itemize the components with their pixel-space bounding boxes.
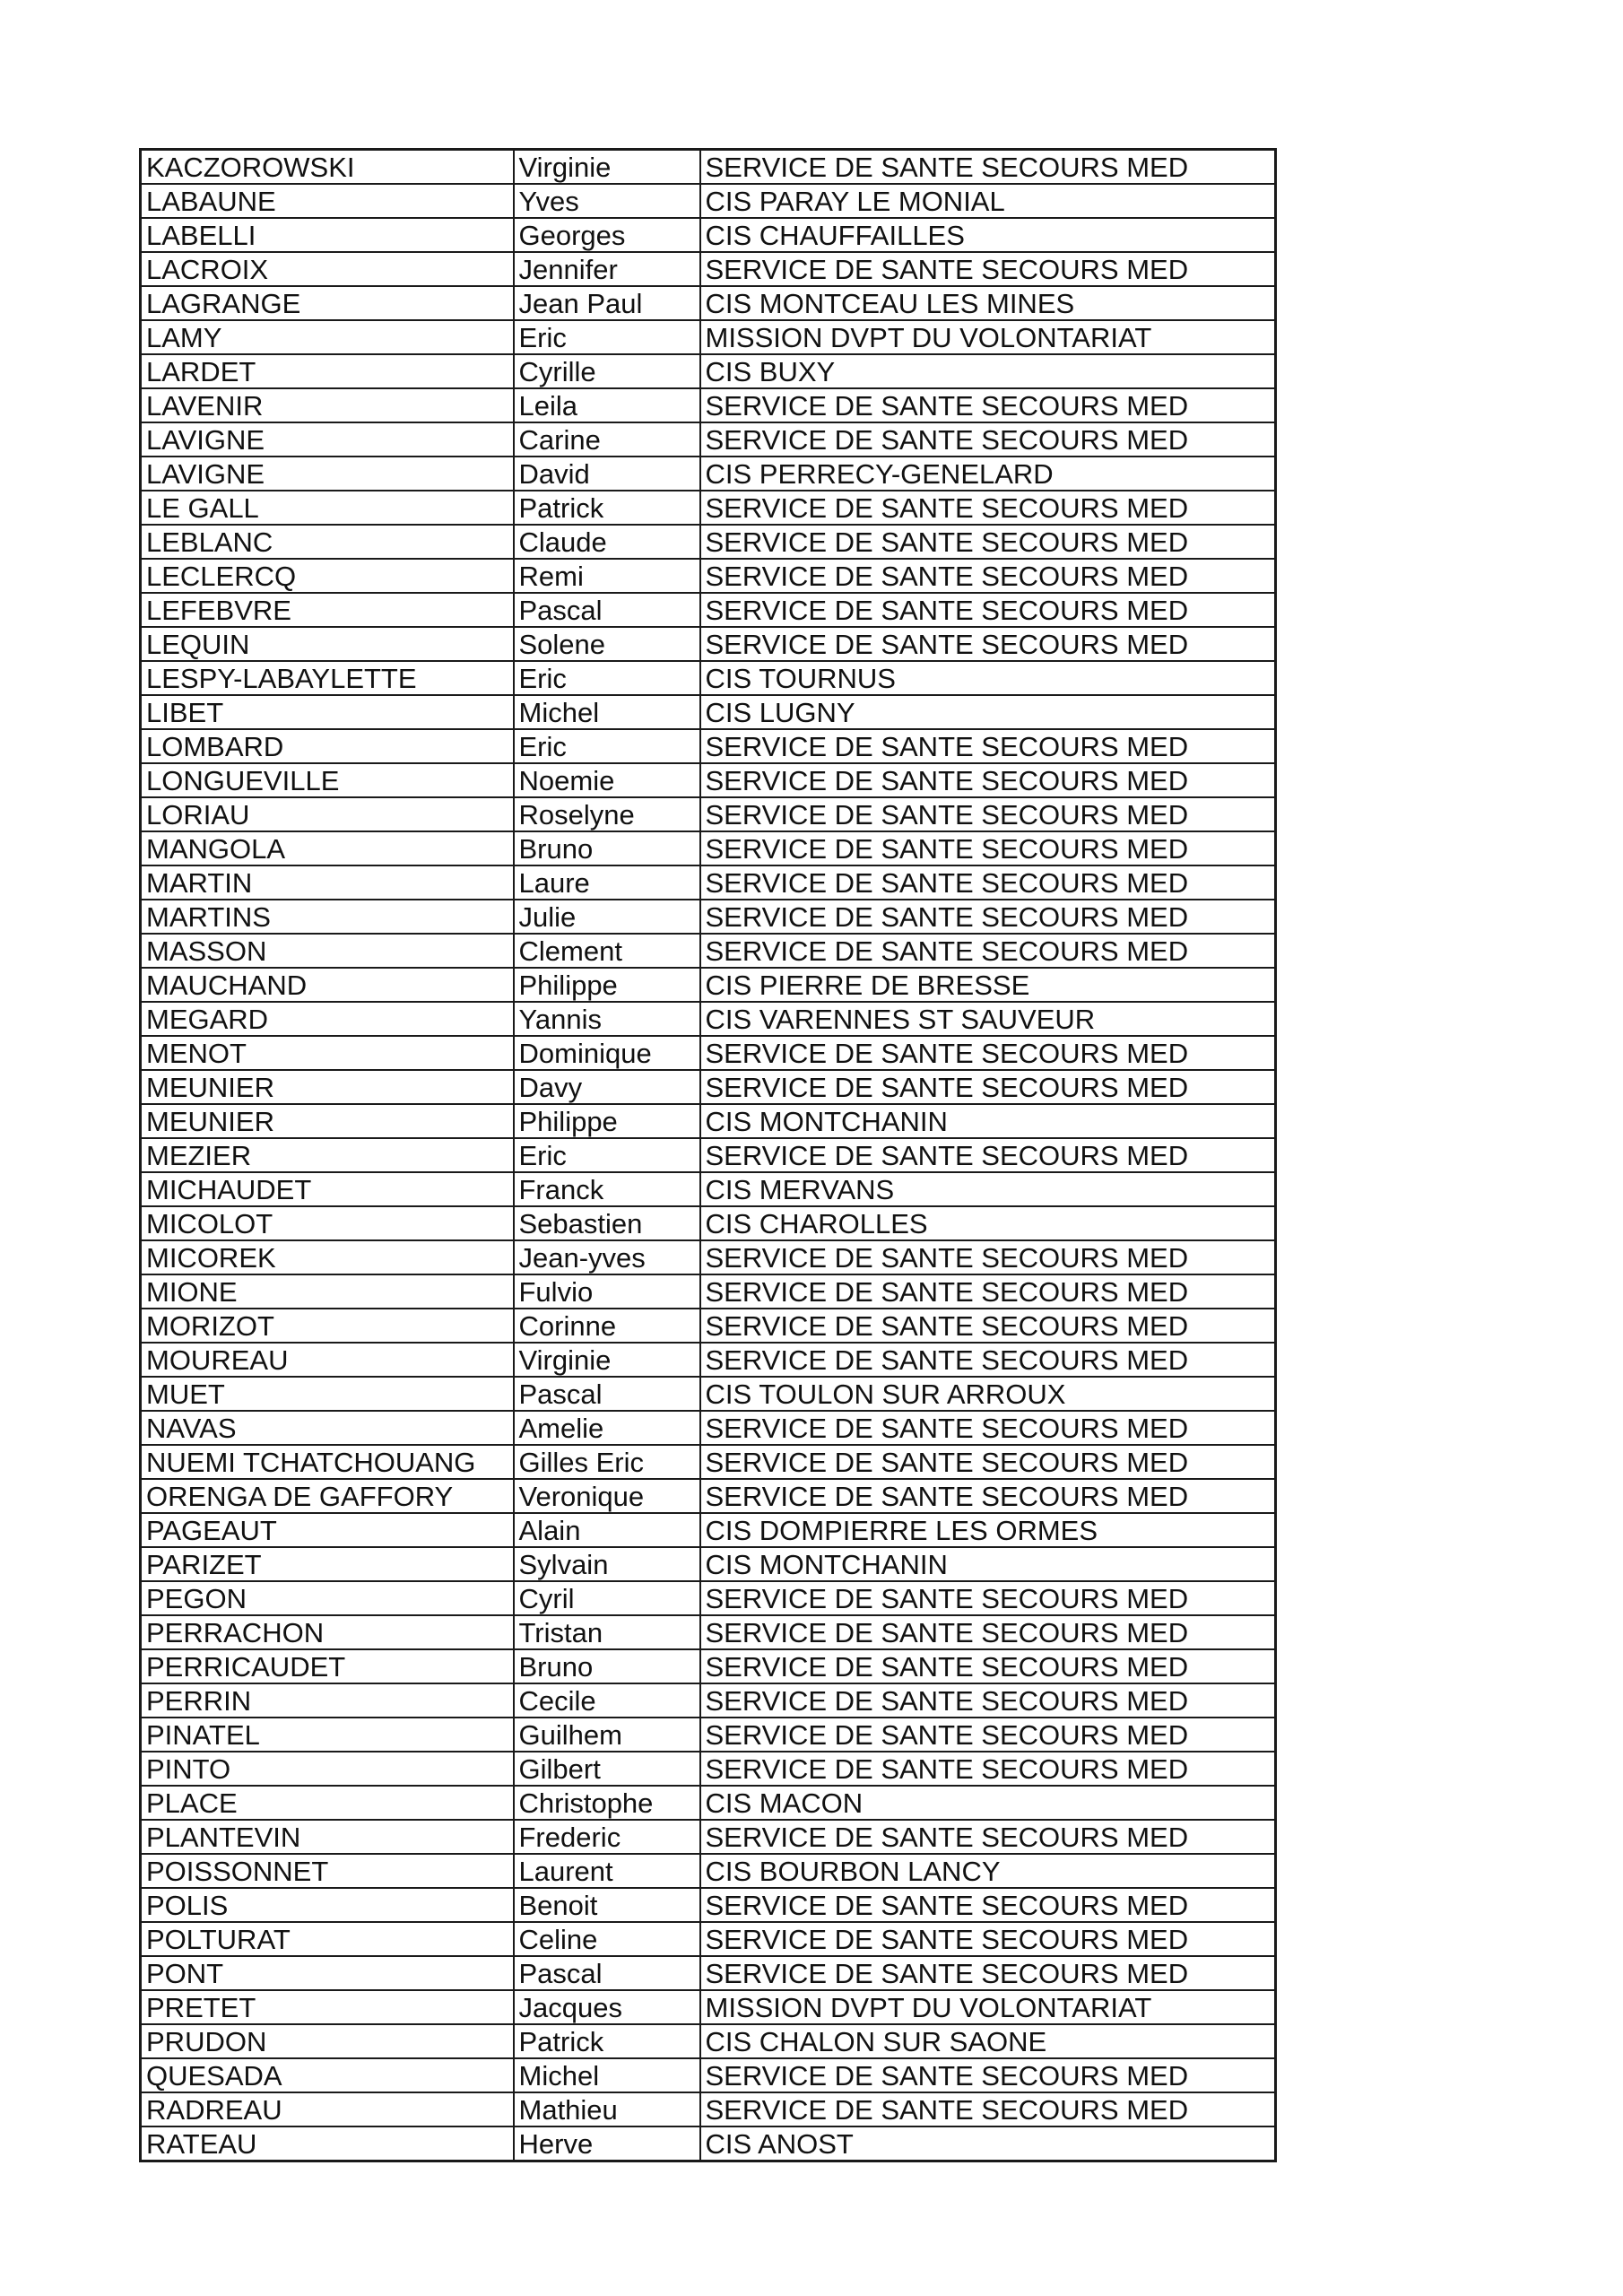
first-name-cell: Franck — [514, 1172, 700, 1206]
table-row — [141, 1274, 1276, 1309]
last-name-cell: PLANTEVIN — [141, 1820, 514, 1854]
first-name-cell: Davy — [514, 1070, 700, 1104]
last-name-cell: MORIZOT — [141, 1309, 514, 1343]
table-row — [141, 1377, 1276, 1411]
unit-cell: SERVICE DE SANTE SECOURS MED — [700, 1274, 1276, 1309]
last-name-cell: PINATEL — [141, 1718, 514, 1752]
last-name-cell: LAVIGNE — [141, 422, 514, 457]
unit-cell: SERVICE DE SANTE SECOURS MED — [700, 797, 1276, 831]
first-name-cell: Roselyne — [514, 797, 700, 831]
last-name-cell: MARTINS — [141, 900, 514, 934]
table-row — [141, 1138, 1276, 1172]
table-row — [141, 286, 1276, 320]
unit-cell: SERVICE DE SANTE SECOURS MED — [700, 559, 1276, 593]
last-name-cell: PERRICAUDET — [141, 1649, 514, 1683]
first-name-cell: Cyrille — [514, 354, 700, 388]
table-row — [141, 1820, 1276, 1854]
first-name-cell: Tristan — [514, 1615, 700, 1649]
first-name-cell: Veronique — [514, 1479, 700, 1513]
unit-cell: SERVICE DE SANTE SECOURS MED — [700, 1138, 1276, 1172]
first-name-cell: Jennifer — [514, 252, 700, 286]
last-name-cell: MIONE — [141, 1274, 514, 1309]
unit-cell: CIS MERVANS — [700, 1172, 1276, 1206]
table-row — [141, 593, 1276, 627]
unit-cell: MISSION DVPT DU VOLONTARIAT — [700, 320, 1276, 354]
first-name-cell: Yannis — [514, 1002, 700, 1036]
first-name-cell: Pascal — [514, 1377, 700, 1411]
first-name-cell: Christophe — [514, 1786, 700, 1820]
first-name-cell: Pascal — [514, 1956, 700, 1990]
unit-cell: SERVICE DE SANTE SECOURS MED — [700, 1070, 1276, 1104]
last-name-cell: MEGARD — [141, 1002, 514, 1036]
last-name-cell: PAGEAUT — [141, 1513, 514, 1547]
unit-cell: SERVICE DE SANTE SECOURS MED — [700, 1683, 1276, 1718]
last-name-cell: NAVAS — [141, 1411, 514, 1445]
first-name-cell: Cyril — [514, 1581, 700, 1615]
unit-cell: SERVICE DE SANTE SECOURS MED — [700, 1411, 1276, 1445]
table-row — [141, 1479, 1276, 1513]
table-row — [141, 252, 1276, 286]
unit-cell: SERVICE DE SANTE SECOURS MED — [700, 763, 1276, 797]
first-name-cell: Laurent — [514, 1854, 700, 1888]
unit-cell: SERVICE DE SANTE SECOURS MED — [700, 1752, 1276, 1786]
table-row — [141, 1172, 1276, 1206]
table-row — [141, 1036, 1276, 1070]
table-row — [141, 388, 1276, 422]
unit-cell: CIS MONTCEAU LES MINES — [700, 286, 1276, 320]
first-name-cell: Jean Paul — [514, 286, 700, 320]
first-name-cell: Pascal — [514, 593, 700, 627]
table-row — [141, 627, 1276, 661]
last-name-cell: LAGRANGE — [141, 286, 514, 320]
unit-cell: CIS TOURNUS — [700, 661, 1276, 695]
table-row — [141, 1786, 1276, 1820]
first-name-cell: Philippe — [514, 968, 700, 1002]
table-row — [141, 1752, 1276, 1786]
last-name-cell: LEBLANC — [141, 525, 514, 559]
table-row — [141, 1922, 1276, 1956]
unit-cell: SERVICE DE SANTE SECOURS MED — [700, 1445, 1276, 1479]
last-name-cell: PONT — [141, 1956, 514, 1990]
first-name-cell: Michel — [514, 2058, 700, 2092]
last-name-cell: LABELLI — [141, 218, 514, 252]
first-name-cell: Mathieu — [514, 2092, 700, 2126]
table-row — [141, 354, 1276, 388]
table-row — [141, 729, 1276, 763]
table-row — [141, 797, 1276, 831]
first-name-cell: Sebastien — [514, 1206, 700, 1240]
unit-cell: SERVICE DE SANTE SECOURS MED — [700, 2058, 1276, 2092]
last-name-cell: MANGOLA — [141, 831, 514, 865]
unit-cell: CIS CHAUFFAILLES — [700, 218, 1276, 252]
last-name-cell: MICHAUDET — [141, 1172, 514, 1206]
first-name-cell: Claude — [514, 525, 700, 559]
last-name-cell: LE GALL — [141, 491, 514, 525]
last-name-cell: MENOT — [141, 1036, 514, 1070]
unit-cell: CIS PARAY LE MONIAL — [700, 184, 1276, 218]
first-name-cell: Yves — [514, 184, 700, 218]
last-name-cell: PERRACHON — [141, 1615, 514, 1649]
unit-cell: SERVICE DE SANTE SECOURS MED — [700, 150, 1276, 185]
first-name-cell: Eric — [514, 729, 700, 763]
unit-cell: CIS TOULON SUR ARROUX — [700, 1377, 1276, 1411]
table-row — [141, 900, 1276, 934]
unit-cell: SERVICE DE SANTE SECOURS MED — [700, 593, 1276, 627]
table-row — [141, 1411, 1276, 1445]
last-name-cell: LABAUNE — [141, 184, 514, 218]
last-name-cell: MEZIER — [141, 1138, 514, 1172]
unit-cell: CIS MONTCHANIN — [700, 1547, 1276, 1581]
last-name-cell: MEUNIER — [141, 1070, 514, 1104]
unit-cell: SERVICE DE SANTE SECOURS MED — [700, 1820, 1276, 1854]
last-name-cell: MAUCHAND — [141, 968, 514, 1002]
first-name-cell: Patrick — [514, 2024, 700, 2058]
last-name-cell: LECLERCQ — [141, 559, 514, 593]
table-row — [141, 1343, 1276, 1377]
unit-cell: SERVICE DE SANTE SECOURS MED — [700, 1888, 1276, 1922]
first-name-cell: Jacques — [514, 1990, 700, 2024]
unit-cell: SERVICE DE SANTE SECOURS MED — [700, 1956, 1276, 1990]
last-name-cell: MICOREK — [141, 1240, 514, 1274]
last-name-cell: LIBET — [141, 695, 514, 729]
table-row — [141, 661, 1276, 695]
table-row — [141, 1615, 1276, 1649]
first-name-cell: Guilhem — [514, 1718, 700, 1752]
unit-cell: SERVICE DE SANTE SECOURS MED — [700, 1343, 1276, 1377]
first-name-cell: Fulvio — [514, 1274, 700, 1309]
unit-cell: SERVICE DE SANTE SECOURS MED — [700, 1718, 1276, 1752]
table-row — [141, 422, 1276, 457]
last-name-cell: ORENGA DE GAFFORY — [141, 1479, 514, 1513]
table-row — [141, 1445, 1276, 1479]
last-name-cell: KACZOROWSKI — [141, 150, 514, 185]
unit-cell: SERVICE DE SANTE SECOURS MED — [700, 1649, 1276, 1683]
table-row — [141, 320, 1276, 354]
table-row — [141, 525, 1276, 559]
table-row — [141, 184, 1276, 218]
unit-cell: SERVICE DE SANTE SECOURS MED — [700, 1581, 1276, 1615]
last-name-cell: RADREAU — [141, 2092, 514, 2126]
first-name-cell: Michel — [514, 695, 700, 729]
first-name-cell: Patrick — [514, 491, 700, 525]
last-name-cell: LACROIX — [141, 252, 514, 286]
table-row — [141, 457, 1276, 491]
first-name-cell: Laure — [514, 865, 700, 900]
last-name-cell: MASSON — [141, 934, 514, 968]
first-name-cell: Eric — [514, 661, 700, 695]
unit-cell: CIS MONTCHANIN — [700, 1104, 1276, 1138]
unit-cell: CIS BOURBON LANCY — [700, 1854, 1276, 1888]
last-name-cell: LEQUIN — [141, 627, 514, 661]
first-name-cell: Frederic — [514, 1820, 700, 1854]
table-row — [141, 1513, 1276, 1547]
table-row — [141, 491, 1276, 525]
table-row — [141, 763, 1276, 797]
first-name-cell: Georges — [514, 218, 700, 252]
unit-cell: SERVICE DE SANTE SECOURS MED — [700, 934, 1276, 968]
last-name-cell: LAVIGNE — [141, 457, 514, 491]
unit-cell: SERVICE DE SANTE SECOURS MED — [700, 1036, 1276, 1070]
unit-cell: SERVICE DE SANTE SECOURS MED — [700, 900, 1276, 934]
first-name-cell: Amelie — [514, 1411, 700, 1445]
last-name-cell: LAVENIR — [141, 388, 514, 422]
last-name-cell: LONGUEVILLE — [141, 763, 514, 797]
table-row — [141, 1718, 1276, 1752]
last-name-cell: LARDET — [141, 354, 514, 388]
unit-cell: SERVICE DE SANTE SECOURS MED — [700, 1615, 1276, 1649]
first-name-cell: Sylvain — [514, 1547, 700, 1581]
unit-cell: SERVICE DE SANTE SECOURS MED — [700, 2092, 1276, 2126]
first-name-cell: Philippe — [514, 1104, 700, 1138]
last-name-cell: MEUNIER — [141, 1104, 514, 1138]
table-row — [141, 1649, 1276, 1683]
unit-cell: SERVICE DE SANTE SECOURS MED — [700, 525, 1276, 559]
table-row — [141, 218, 1276, 252]
table-row — [141, 934, 1276, 968]
first-name-cell: Noemie — [514, 763, 700, 797]
table-row — [141, 1888, 1276, 1922]
table-row — [141, 968, 1276, 1002]
first-name-cell: Bruno — [514, 831, 700, 865]
unit-cell: CIS CHAROLLES — [700, 1206, 1276, 1240]
table-row — [141, 695, 1276, 729]
table-row — [141, 1990, 1276, 2024]
last-name-cell: PERRIN — [141, 1683, 514, 1718]
first-name-cell: Eric — [514, 320, 700, 354]
roster-table-body — [141, 150, 1276, 2161]
last-name-cell: NUEMI TCHATCHOUANG — [141, 1445, 514, 1479]
first-name-cell: Celine — [514, 1922, 700, 1956]
last-name-cell: LEFEBVRE — [141, 593, 514, 627]
first-name-cell: David — [514, 457, 700, 491]
last-name-cell: POISSONNET — [141, 1854, 514, 1888]
last-name-cell: POLTURAT — [141, 1922, 514, 1956]
first-name-cell: Leila — [514, 388, 700, 422]
table-row — [141, 2126, 1276, 2161]
unit-cell: CIS PIERRE DE BRESSE — [700, 968, 1276, 1002]
last-name-cell: RATEAU — [141, 2126, 514, 2161]
last-name-cell: PRUDON — [141, 2024, 514, 2058]
unit-cell: SERVICE DE SANTE SECOURS MED — [700, 865, 1276, 900]
last-name-cell: LOMBARD — [141, 729, 514, 763]
unit-cell: CIS LUGNY — [700, 695, 1276, 729]
first-name-cell: Bruno — [514, 1649, 700, 1683]
table-row — [141, 1956, 1276, 1990]
first-name-cell: Corinne — [514, 1309, 700, 1343]
last-name-cell: PARIZET — [141, 1547, 514, 1581]
last-name-cell: LORIAU — [141, 797, 514, 831]
table-row — [141, 2092, 1276, 2126]
unit-cell: SERVICE DE SANTE SECOURS MED — [700, 729, 1276, 763]
first-name-cell: Solene — [514, 627, 700, 661]
unit-cell: SERVICE DE SANTE SECOURS MED — [700, 831, 1276, 865]
roster-table — [139, 148, 1277, 2162]
table-row — [141, 559, 1276, 593]
last-name-cell: PINTO — [141, 1752, 514, 1786]
first-name-cell: Alain — [514, 1513, 700, 1547]
first-name-cell: Virginie — [514, 150, 700, 185]
unit-cell: CIS ANOST — [700, 2126, 1276, 2161]
unit-cell: SERVICE DE SANTE SECOURS MED — [700, 422, 1276, 457]
table-row — [141, 1104, 1276, 1138]
unit-cell: CIS CHALON SUR SAONE — [700, 2024, 1276, 2058]
first-name-cell: Remi — [514, 559, 700, 593]
unit-cell: CIS DOMPIERRE LES ORMES — [700, 1513, 1276, 1547]
last-name-cell: PRETET — [141, 1990, 514, 2024]
unit-cell: CIS BUXY — [700, 354, 1276, 388]
first-name-cell: Julie — [514, 900, 700, 934]
first-name-cell: Virginie — [514, 1343, 700, 1377]
unit-cell: CIS VARENNES ST SAUVEUR — [700, 1002, 1276, 1036]
last-name-cell: MARTIN — [141, 865, 514, 900]
last-name-cell: MICOLOT — [141, 1206, 514, 1240]
last-name-cell: QUESADA — [141, 2058, 514, 2092]
unit-cell: SERVICE DE SANTE SECOURS MED — [700, 1240, 1276, 1274]
unit-cell: SERVICE DE SANTE SECOURS MED — [700, 1922, 1276, 1956]
last-name-cell: LAMY — [141, 320, 514, 354]
unit-cell: SERVICE DE SANTE SECOURS MED — [700, 491, 1276, 525]
first-name-cell: Eric — [514, 1138, 700, 1172]
last-name-cell: MUET — [141, 1377, 514, 1411]
unit-cell: SERVICE DE SANTE SECOURS MED — [700, 627, 1276, 661]
first-name-cell: Clement — [514, 934, 700, 968]
table-row — [141, 1240, 1276, 1274]
unit-cell: MISSION DVPT DU VOLONTARIAT — [700, 1990, 1276, 2024]
table-row — [141, 831, 1276, 865]
table-row — [141, 1070, 1276, 1104]
table-row — [141, 150, 1276, 185]
last-name-cell: LESPY-LABAYLETTE — [141, 661, 514, 695]
first-name-cell: Herve — [514, 2126, 700, 2161]
last-name-cell: POLIS — [141, 1888, 514, 1922]
unit-cell: SERVICE DE SANTE SECOURS MED — [700, 1479, 1276, 1513]
unit-cell: CIS MACON — [700, 1786, 1276, 1820]
table-row — [141, 1683, 1276, 1718]
first-name-cell: Cecile — [514, 1683, 700, 1718]
table-row — [141, 2058, 1276, 2092]
table-row — [141, 1854, 1276, 1888]
unit-cell: CIS PERRECY-GENELARD — [700, 457, 1276, 491]
table-row — [141, 1547, 1276, 1581]
unit-cell: SERVICE DE SANTE SECOURS MED — [700, 1309, 1276, 1343]
unit-cell: SERVICE DE SANTE SECOURS MED — [700, 252, 1276, 286]
last-name-cell: PEGON — [141, 1581, 514, 1615]
first-name-cell: Gilbert — [514, 1752, 700, 1786]
first-name-cell: Jean-yves — [514, 1240, 700, 1274]
table-row — [141, 1581, 1276, 1615]
first-name-cell: Dominique — [514, 1036, 700, 1070]
first-name-cell: Carine — [514, 422, 700, 457]
first-name-cell: Gilles Eric — [514, 1445, 700, 1479]
table-row — [141, 1309, 1276, 1343]
table-row — [141, 865, 1276, 900]
first-name-cell: Benoit — [514, 1888, 700, 1922]
table-row — [141, 1206, 1276, 1240]
last-name-cell: PLACE — [141, 1786, 514, 1820]
table-row — [141, 2024, 1276, 2058]
unit-cell: SERVICE DE SANTE SECOURS MED — [700, 388, 1276, 422]
last-name-cell: MOUREAU — [141, 1343, 514, 1377]
table-row — [141, 1002, 1276, 1036]
